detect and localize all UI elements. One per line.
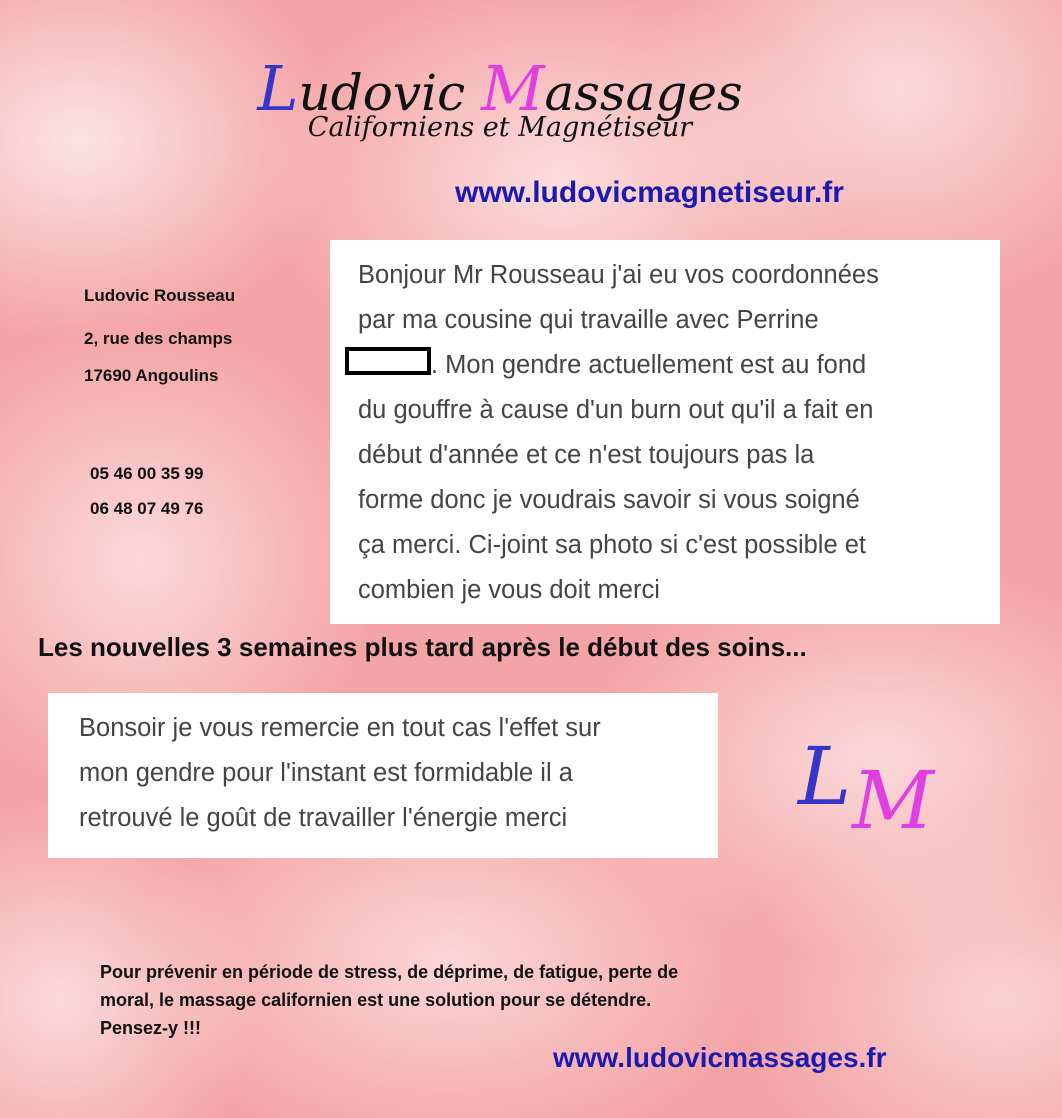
title-word-1: udovic [298,64,481,122]
contact-name: Ludovic Rousseau [84,286,236,305]
lm-monogram-logo [790,730,990,850]
message-line: combien je vous doit merci [358,576,660,604]
message-line: retrouvé le goût de travailler l'énergie merci [79,804,568,832]
title-initial-m: M [480,52,545,125]
contact-city: 17690 Angoulins [84,366,219,385]
testimonial-message-1 [330,240,1000,624]
message-line: début d'année et ce n'est toujours pas la [358,441,815,469]
logo-letter-m: M [852,754,934,847]
message-line: du gouffre à cause d'un burn out qu'il a fait en [358,396,874,424]
promo-line: Pensez-y !!! [100,1018,202,1038]
testimonial-message-2 [48,693,718,858]
contact-phone-2: 06 48 07 49 76 [90,499,204,518]
message-line: ça merci. Ci-joint sa photo si c'est possible et [358,531,866,559]
redacted-name-box [345,347,431,375]
message-line [358,343,1000,388]
message-line: Bonsoir je vous remercie en tout cas l'effet sur [79,714,601,742]
message-line: par ma cousine qui travaille avec Perrine [358,306,819,334]
contact-street: 2, rue des champs [84,329,233,348]
promo-line: moral, le massage californien est une solution pour se détendre. [100,990,652,1010]
message-line: mon gendre pour l'instant est formidable il a [79,759,573,787]
section-heading: Les nouvelles 3 semaines plus tard après le début des soins... [38,632,807,662]
website-link-massages[interactable]: www.ludovicmassages.fr [553,1042,887,1073]
message-line-text: . Mon gendre actuellement est au fond [431,351,867,379]
brand-subtitle: Californiens et Magnétiseur [307,112,693,143]
promo-paragraph [100,958,678,1042]
message-line: forme donc je voudrais savoir si vous soigné [358,486,860,514]
promo-line: Pour prévenir en période de stress, de déprime, de fatigue, perte de [100,962,679,982]
contact-phone-1: 05 46 00 35 99 [90,464,204,483]
logo-letter-l: L [798,730,852,823]
title-word-2: assages [544,64,743,122]
title-initial-l: L [257,52,299,125]
website-link-magnetiseur[interactable]: www.ludovicmagnetiseur.fr [455,176,844,209]
message-line: Bonjour Mr Rousseau j'ai eu vos coordonnées [358,261,879,289]
